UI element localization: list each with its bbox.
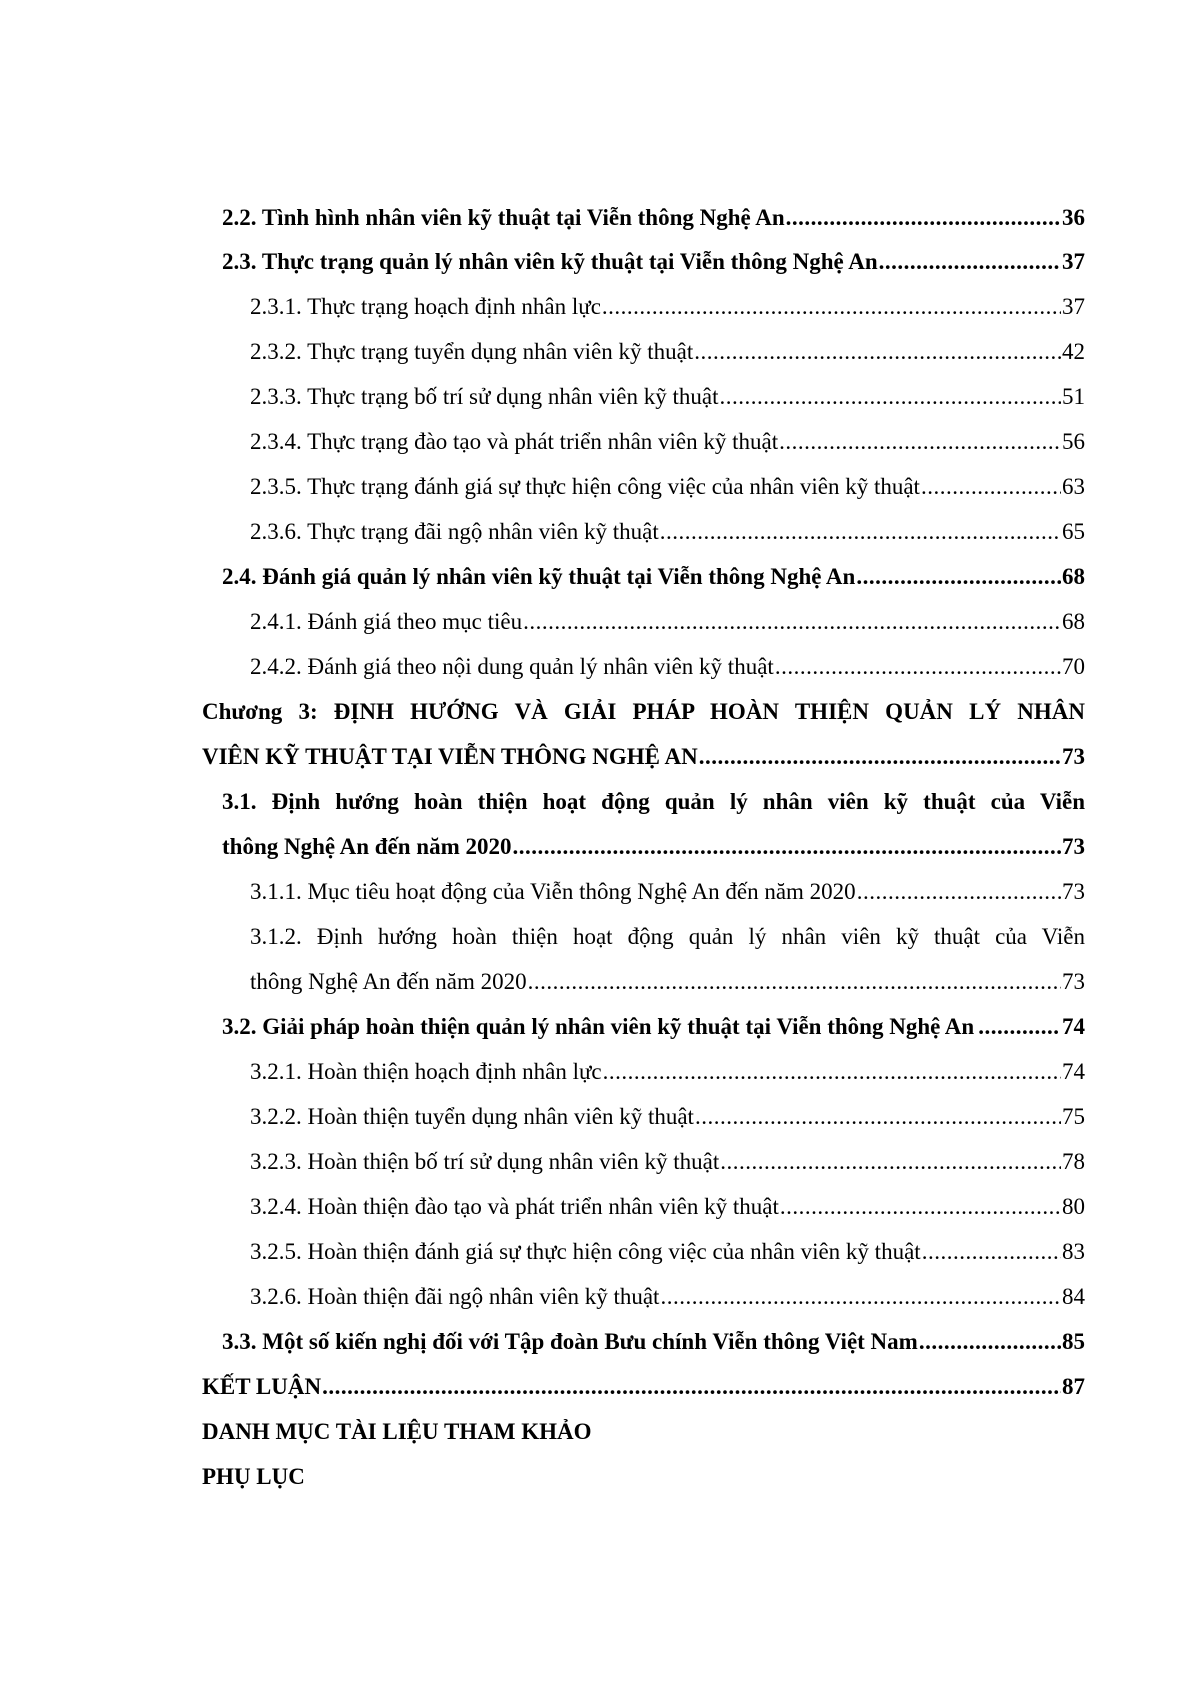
toc-entry-title: Chương 3: ĐỊNH HƯỚNG VÀ GIẢI PHÁP HOÀN THIỆN QUẢN LÝ NHÂN: [202, 699, 1085, 724]
toc-entry[interactable]: [250, 330, 1085, 374]
toc-entry-title: 2.4.2. Đánh giá theo nội dung quản lý nhân viên kỹ thuật: [250, 654, 774, 679]
toc-leader-dots: [699, 735, 1061, 779]
toc-entry[interactable]: [222, 196, 1085, 240]
toc-page-number: 84: [1062, 1284, 1085, 1309]
toc-entry-title: 2.4.1. Đánh giá theo mục tiêu: [250, 609, 523, 634]
toc-entry-title: 2.3.6. Thực trạng đãi ngộ nhân viên kỹ thuật: [250, 519, 659, 544]
toc-entry-title: 3.2. Giải pháp hoàn thiện quản lý nhân viên kỹ thuật tại Viễn thông Nghệ An: [222, 1014, 975, 1039]
toc-entry-title: DANH MỤC TÀI LIỆU THAM KHẢO: [202, 1419, 592, 1444]
toc-leader-dots: [922, 1230, 1061, 1274]
toc-page-number: 36: [1062, 205, 1085, 230]
toc-page-number: 73: [1062, 834, 1085, 859]
toc-page-number: 42: [1062, 339, 1085, 364]
toc-entry[interactable]: [250, 1095, 1085, 1139]
toc-entry[interactable]: [250, 870, 1085, 914]
toc-leader-dots: [879, 240, 1061, 284]
toc-section-heading[interactable]: [222, 780, 1085, 824]
toc-entry-title: 3.1.1. Mục tiêu hoạt động của Viễn thông Nghệ An đến năm 2020: [250, 879, 856, 904]
toc-page-number: 87: [1062, 1374, 1085, 1399]
toc-entry[interactable]: [222, 1320, 1085, 1364]
toc-page-number: 80: [1062, 1194, 1085, 1219]
toc-entry-title: 2.4. Đánh giá quản lý nhân viên kỹ thuật tại Viễn thông Nghệ An: [222, 564, 856, 589]
toc-page-number: 78: [1062, 1149, 1085, 1174]
toc-page-number: 73: [1062, 879, 1085, 904]
toc-entry-references[interactable]: [202, 1410, 592, 1454]
toc-entry-title: 2.3. Thực trạng quản lý nhân viên kỹ thuật tại Viễn thông Nghệ An: [222, 249, 878, 274]
toc-entry-title: 3.2.3. Hoàn thiện bố trí sử dụng nhân viên kỹ thuật: [250, 1149, 720, 1174]
toc-entry[interactable]: [250, 285, 1085, 329]
toc-entry-title: 2.3.3. Thực trạng bố trí sử dụng nhân viên kỹ thuật: [250, 384, 719, 409]
toc-leader-dots: [660, 510, 1061, 554]
toc-page-number: 51: [1062, 384, 1085, 409]
toc-entry[interactable]: [250, 1140, 1085, 1184]
toc-entry-title: 3.1.2. Định hướng hoàn thiện hoạt động quản lý nhân viên kỹ thuật của Viễn: [250, 924, 1085, 949]
toc-entry-title: 2.3.5. Thực trạng đánh giá sự thực hiện công việc của nhân viên kỹ thuật: [250, 474, 920, 499]
toc-leader-dots: [780, 1185, 1061, 1229]
toc-entry-title: 2.3.1. Thực trạng hoạch định nhân lực: [250, 294, 601, 319]
toc-leader-dots: [603, 1050, 1061, 1094]
toc-entry-appendix[interactable]: [202, 1455, 305, 1499]
toc-page-number: 85: [1062, 1329, 1085, 1354]
toc-entry-title: 2.3.2. Thực trạng tuyển dụng nhân viên kỹ thuật: [250, 339, 694, 364]
toc-page-number: 74: [1062, 1014, 1085, 1039]
toc-entry-title: KẾT LUẬN: [202, 1374, 322, 1399]
toc-entry[interactable]: [250, 420, 1085, 464]
toc-entry[interactable]: [250, 510, 1085, 554]
toc-entry[interactable]: [222, 555, 1085, 599]
toc-entry[interactable]: [202, 1365, 1085, 1409]
toc-leader-dots: [978, 1005, 1058, 1049]
toc-leader-dots: [660, 1275, 1061, 1319]
toc-leader-dots: [719, 375, 1061, 419]
toc-entry[interactable]: [250, 1275, 1085, 1319]
toc-entry-title: thông Nghệ An đến năm 2020: [222, 834, 512, 859]
toc-leader-dots: [322, 1365, 1061, 1409]
toc-page-number: 73: [1062, 744, 1085, 769]
toc-page-number: 68: [1062, 609, 1085, 634]
toc-page-number: 37: [1062, 249, 1085, 274]
toc-entry[interactable]: [250, 465, 1085, 509]
toc-entry[interactable]: [250, 645, 1085, 689]
toc-entry-title: 3.2.1. Hoàn thiện hoạch định nhân lực: [250, 1059, 602, 1084]
toc-leader-dots: [775, 645, 1061, 689]
toc-page-number: 75: [1062, 1104, 1085, 1129]
toc-leader-dots: [856, 555, 1061, 599]
toc-entry-title: 3.1. Định hướng hoàn thiện hoạt động quản lý nhân viên kỹ thuật của Viễn: [222, 789, 1085, 814]
toc-leader-dots: [694, 330, 1061, 374]
toc-leader-dots: [528, 960, 1061, 1004]
toc-entry-title: 3.2.2. Hoàn thiện tuyển dụng nhân viên kỹ thuật: [250, 1104, 694, 1129]
toc-leader-dots: [720, 1140, 1061, 1184]
toc-page-number: 63: [1062, 474, 1085, 499]
toc-entry[interactable]: [222, 825, 1085, 869]
toc-page-number: 70: [1062, 654, 1085, 679]
toc-entry[interactable]: [250, 960, 1085, 1004]
toc-page-number: 74: [1062, 1059, 1085, 1084]
toc-leader-dots: [695, 1095, 1061, 1139]
toc-entry-title: thông Nghệ An đến năm 2020: [250, 969, 527, 994]
toc-entry[interactable]: [250, 375, 1085, 419]
toc-page-number: 83: [1062, 1239, 1085, 1264]
toc-entry-title: 3.2.6. Hoàn thiện đãi ngộ nhân viên kỹ thuật: [250, 1284, 660, 1309]
toc-leader-dots: [779, 420, 1061, 464]
toc-chapter-heading[interactable]: [202, 690, 1085, 734]
toc-leader-dots: [786, 196, 1061, 240]
toc-entry[interactable]: [222, 1005, 1085, 1049]
toc-entry-title: 2.3.4. Thực trạng đào tạo và phát triển nhân viên kỹ thuật: [250, 429, 779, 454]
toc-entry[interactable]: [250, 600, 1085, 644]
toc-entry-title: 3.2.5. Hoàn thiện đánh giá sự thực hiện công việc của nhân viên kỹ thuật: [250, 1239, 921, 1264]
toc-entry[interactable]: [222, 240, 1085, 284]
toc-entry[interactable]: [250, 1050, 1085, 1094]
toc-leader-dots: [857, 870, 1061, 914]
toc-page-number: 68: [1062, 564, 1085, 589]
toc-entry-title: 3.2.4. Hoàn thiện đào tạo và phát triển nhân viên kỹ thuật: [250, 1194, 779, 1219]
toc-leader-dots: [602, 285, 1061, 329]
toc-subsection-heading[interactable]: [250, 915, 1085, 959]
toc-entry[interactable]: [250, 1185, 1085, 1229]
toc-page-number: 73: [1062, 969, 1085, 994]
toc-page-number: 37: [1062, 294, 1085, 319]
toc-entry-title: 2.2. Tình hình nhân viên kỹ thuật tại Viễn thông Nghệ An: [222, 205, 785, 230]
toc-entry-title: 3.3. Một số kiến nghị đối với Tập đoàn Bưu chính Viễn thông Việt Nam: [222, 1329, 918, 1354]
toc-leader-dots: [919, 1320, 1061, 1364]
toc-entry-title: VIÊN KỸ THUẬT TẠI VIỄN THÔNG NGHỆ AN: [202, 744, 698, 769]
toc-page-number: 65: [1062, 519, 1085, 544]
toc-entry-title: PHỤ LỤC: [202, 1464, 305, 1489]
toc-entry[interactable]: [202, 735, 1085, 779]
toc-leader-dots: [921, 465, 1061, 509]
toc-leader-dots: [512, 825, 1061, 869]
toc-entry[interactable]: [250, 1230, 1085, 1274]
toc-leader-dots: [523, 600, 1061, 644]
toc-page-number: 56: [1062, 429, 1085, 454]
